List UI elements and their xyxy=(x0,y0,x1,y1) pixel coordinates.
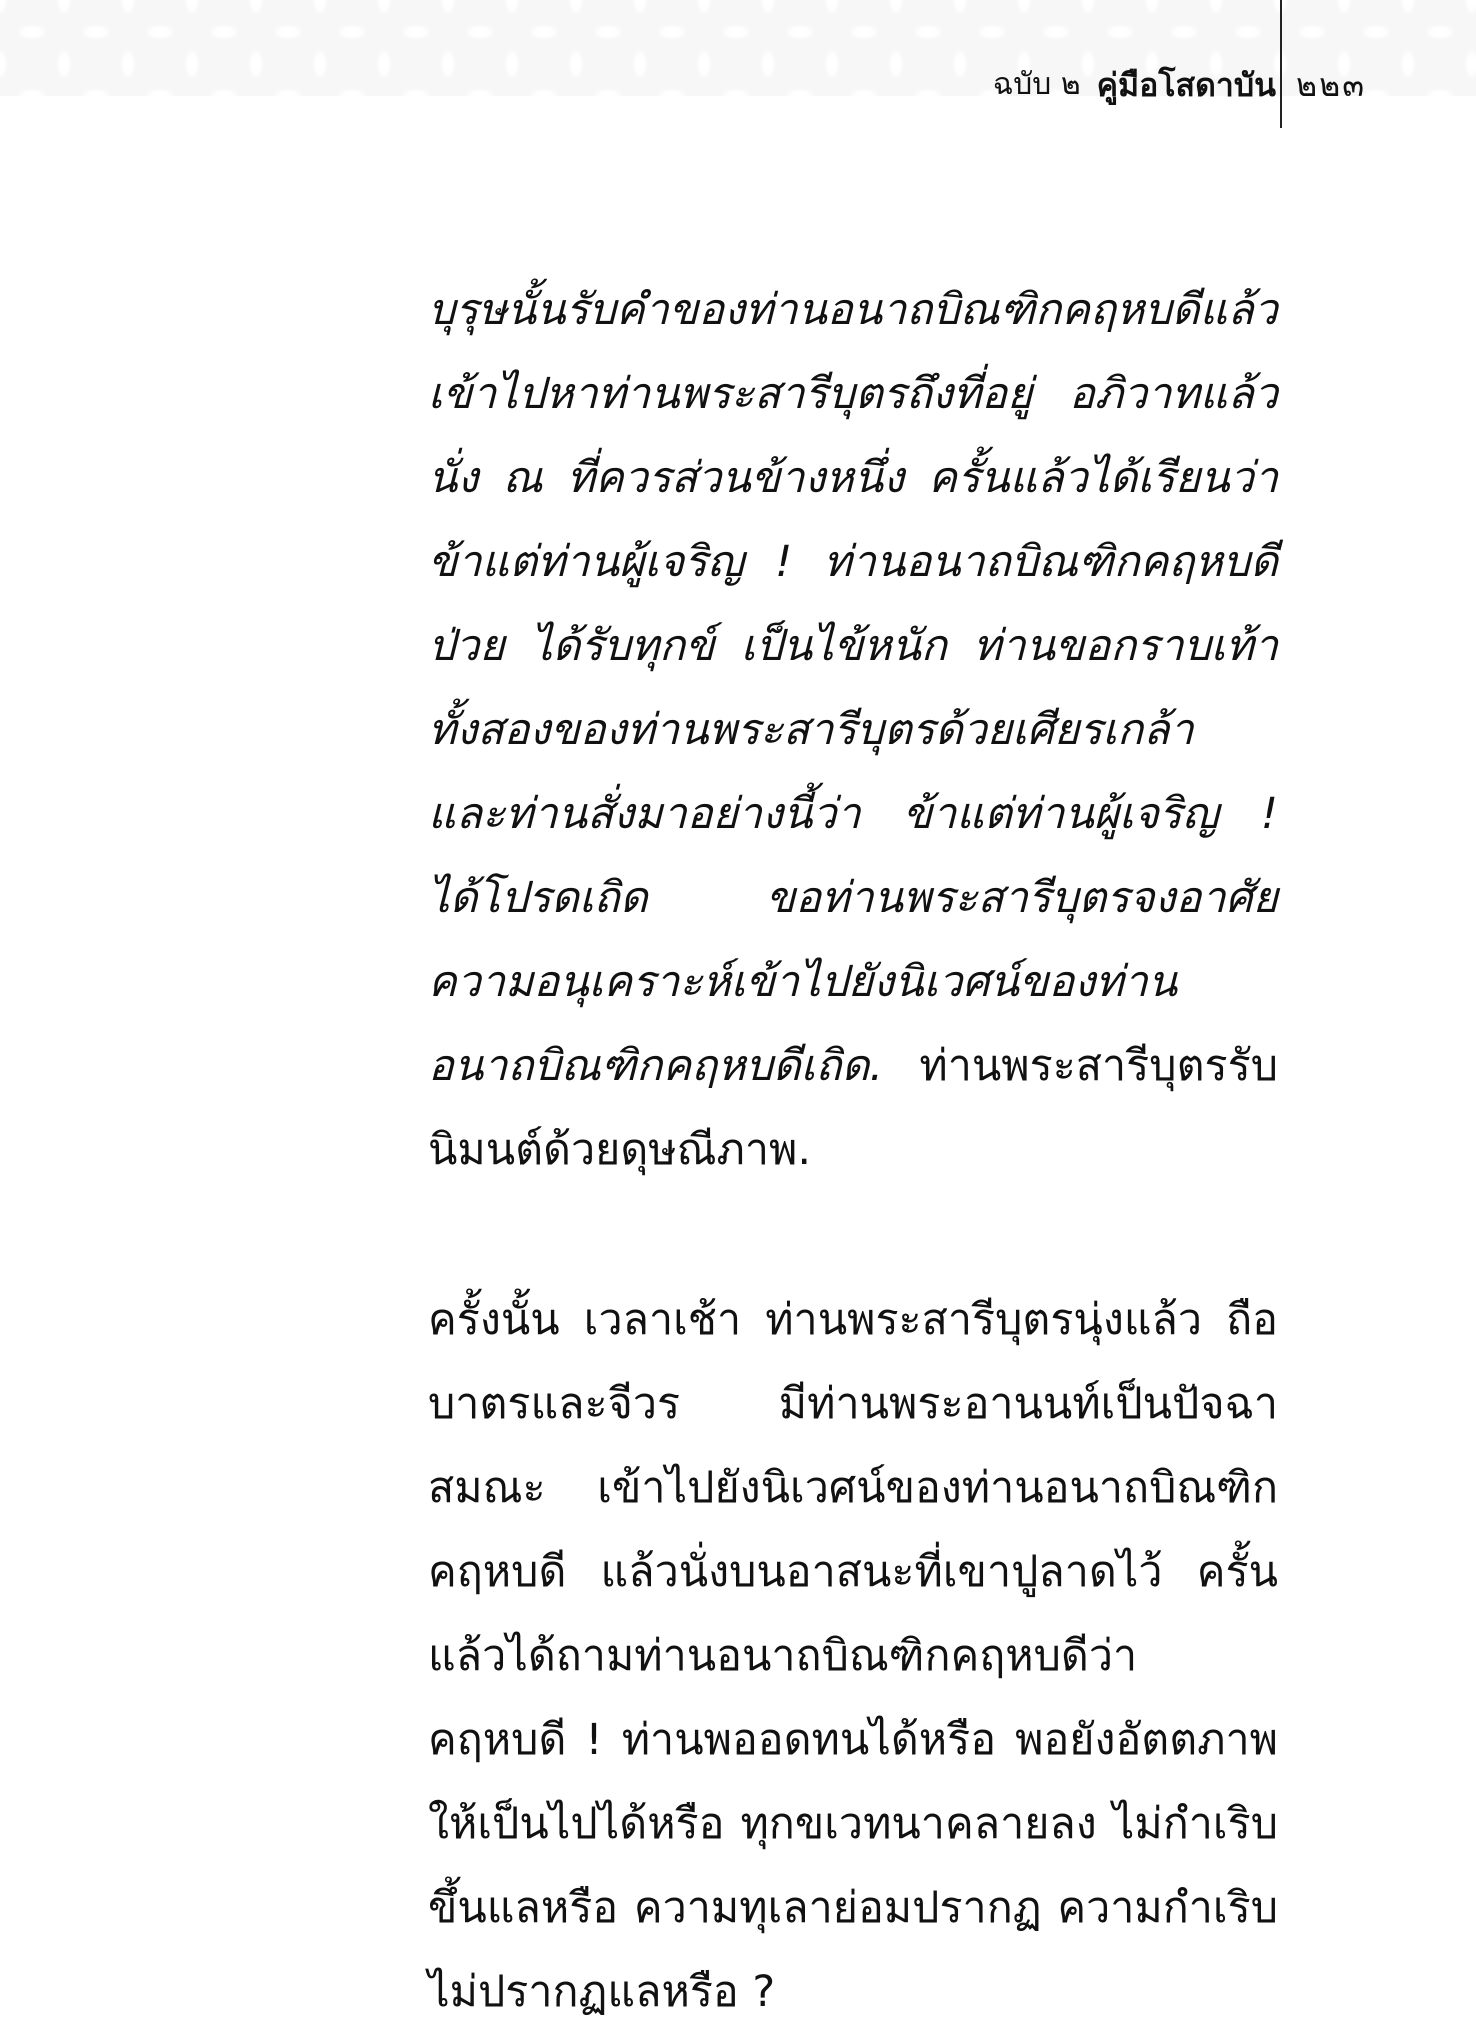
running-head xyxy=(993,60,1276,110)
paragraph-1-upright-text: ท่านพระสารีบุตรรับนิมนต์ด้วยดุษณีภาพ. xyxy=(428,1041,1278,1175)
book-title: คู่มือโสดาบัน xyxy=(1096,66,1276,104)
edition-label: ฉบับ ๒ xyxy=(992,67,1081,102)
paragraph-2: ครั้งนั้น เวลาเช้า ท่านพระสารีบุตรนุ่งแล้ว ถือบาตรและจีวร มีท่านพระอานนท์เป็นปัจฉาสมณะ เข้าไปยังนิเวศน์ของท่านอนาถบิณฑิกคฤหบดี แล้วนั่งบนอาสนะที่เขาปูลาดไว้ ครั้นแล้วได้ถามท่านอนาถบิณฑิกคฤหบดีว่า คฤหบดี ! ท่านพออดทนได้หรือ พอยังอัตตภาพให้เป็นไปได้หรือ ทุกขเวทนาคลายลง ไม่กำเริบขึ้นแลหรือ ความทุเลาย่อมปรากฏ ความกำเริบไม่ปรากฏแลหรือ ? xyxy=(428,1295,1278,2017)
paragraph-1-italic-text: บุรุษนั้นรับคำของท่านอนาถบิณฑิกคฤหบดีแล้ว เข้าไปหาท่านพระสารีบุตรถึงที่อยู่ อภิวาทแล้ว นั่ง ณ ที่ควรส่วนข้างหนึ่ง ครั้นแล้วได้เรียนว่า ข้าแต่ท่านผู้เจริญ ! ท่านอนาถบิณฑิกคฤหบดีป่วย ได้รับทุกข์ เป็นไข้หนัก ท่านขอกราบเท้าทั้งสองของท่านพระสารีบุตรด้วยเศียรเกล้า และท่านสั่งมาอย่างนี้ว่า ข้าแต่ท่านผู้เจริญ ! ได้โปรดเถิด ขอท่านพระสารีบุตรจงอาศัยความอนุเคราะห์เข้าไปยังนิเวศน์ของท่านอนาถบิณฑิกคฤหบดีเถิด. xyxy=(428,285,1278,1091)
paragraph-1 xyxy=(278,268,1278,1192)
header-divider xyxy=(1280,0,1282,128)
page-number: ๒๒๓ xyxy=(1296,66,1367,104)
body-text xyxy=(278,268,1278,2034)
